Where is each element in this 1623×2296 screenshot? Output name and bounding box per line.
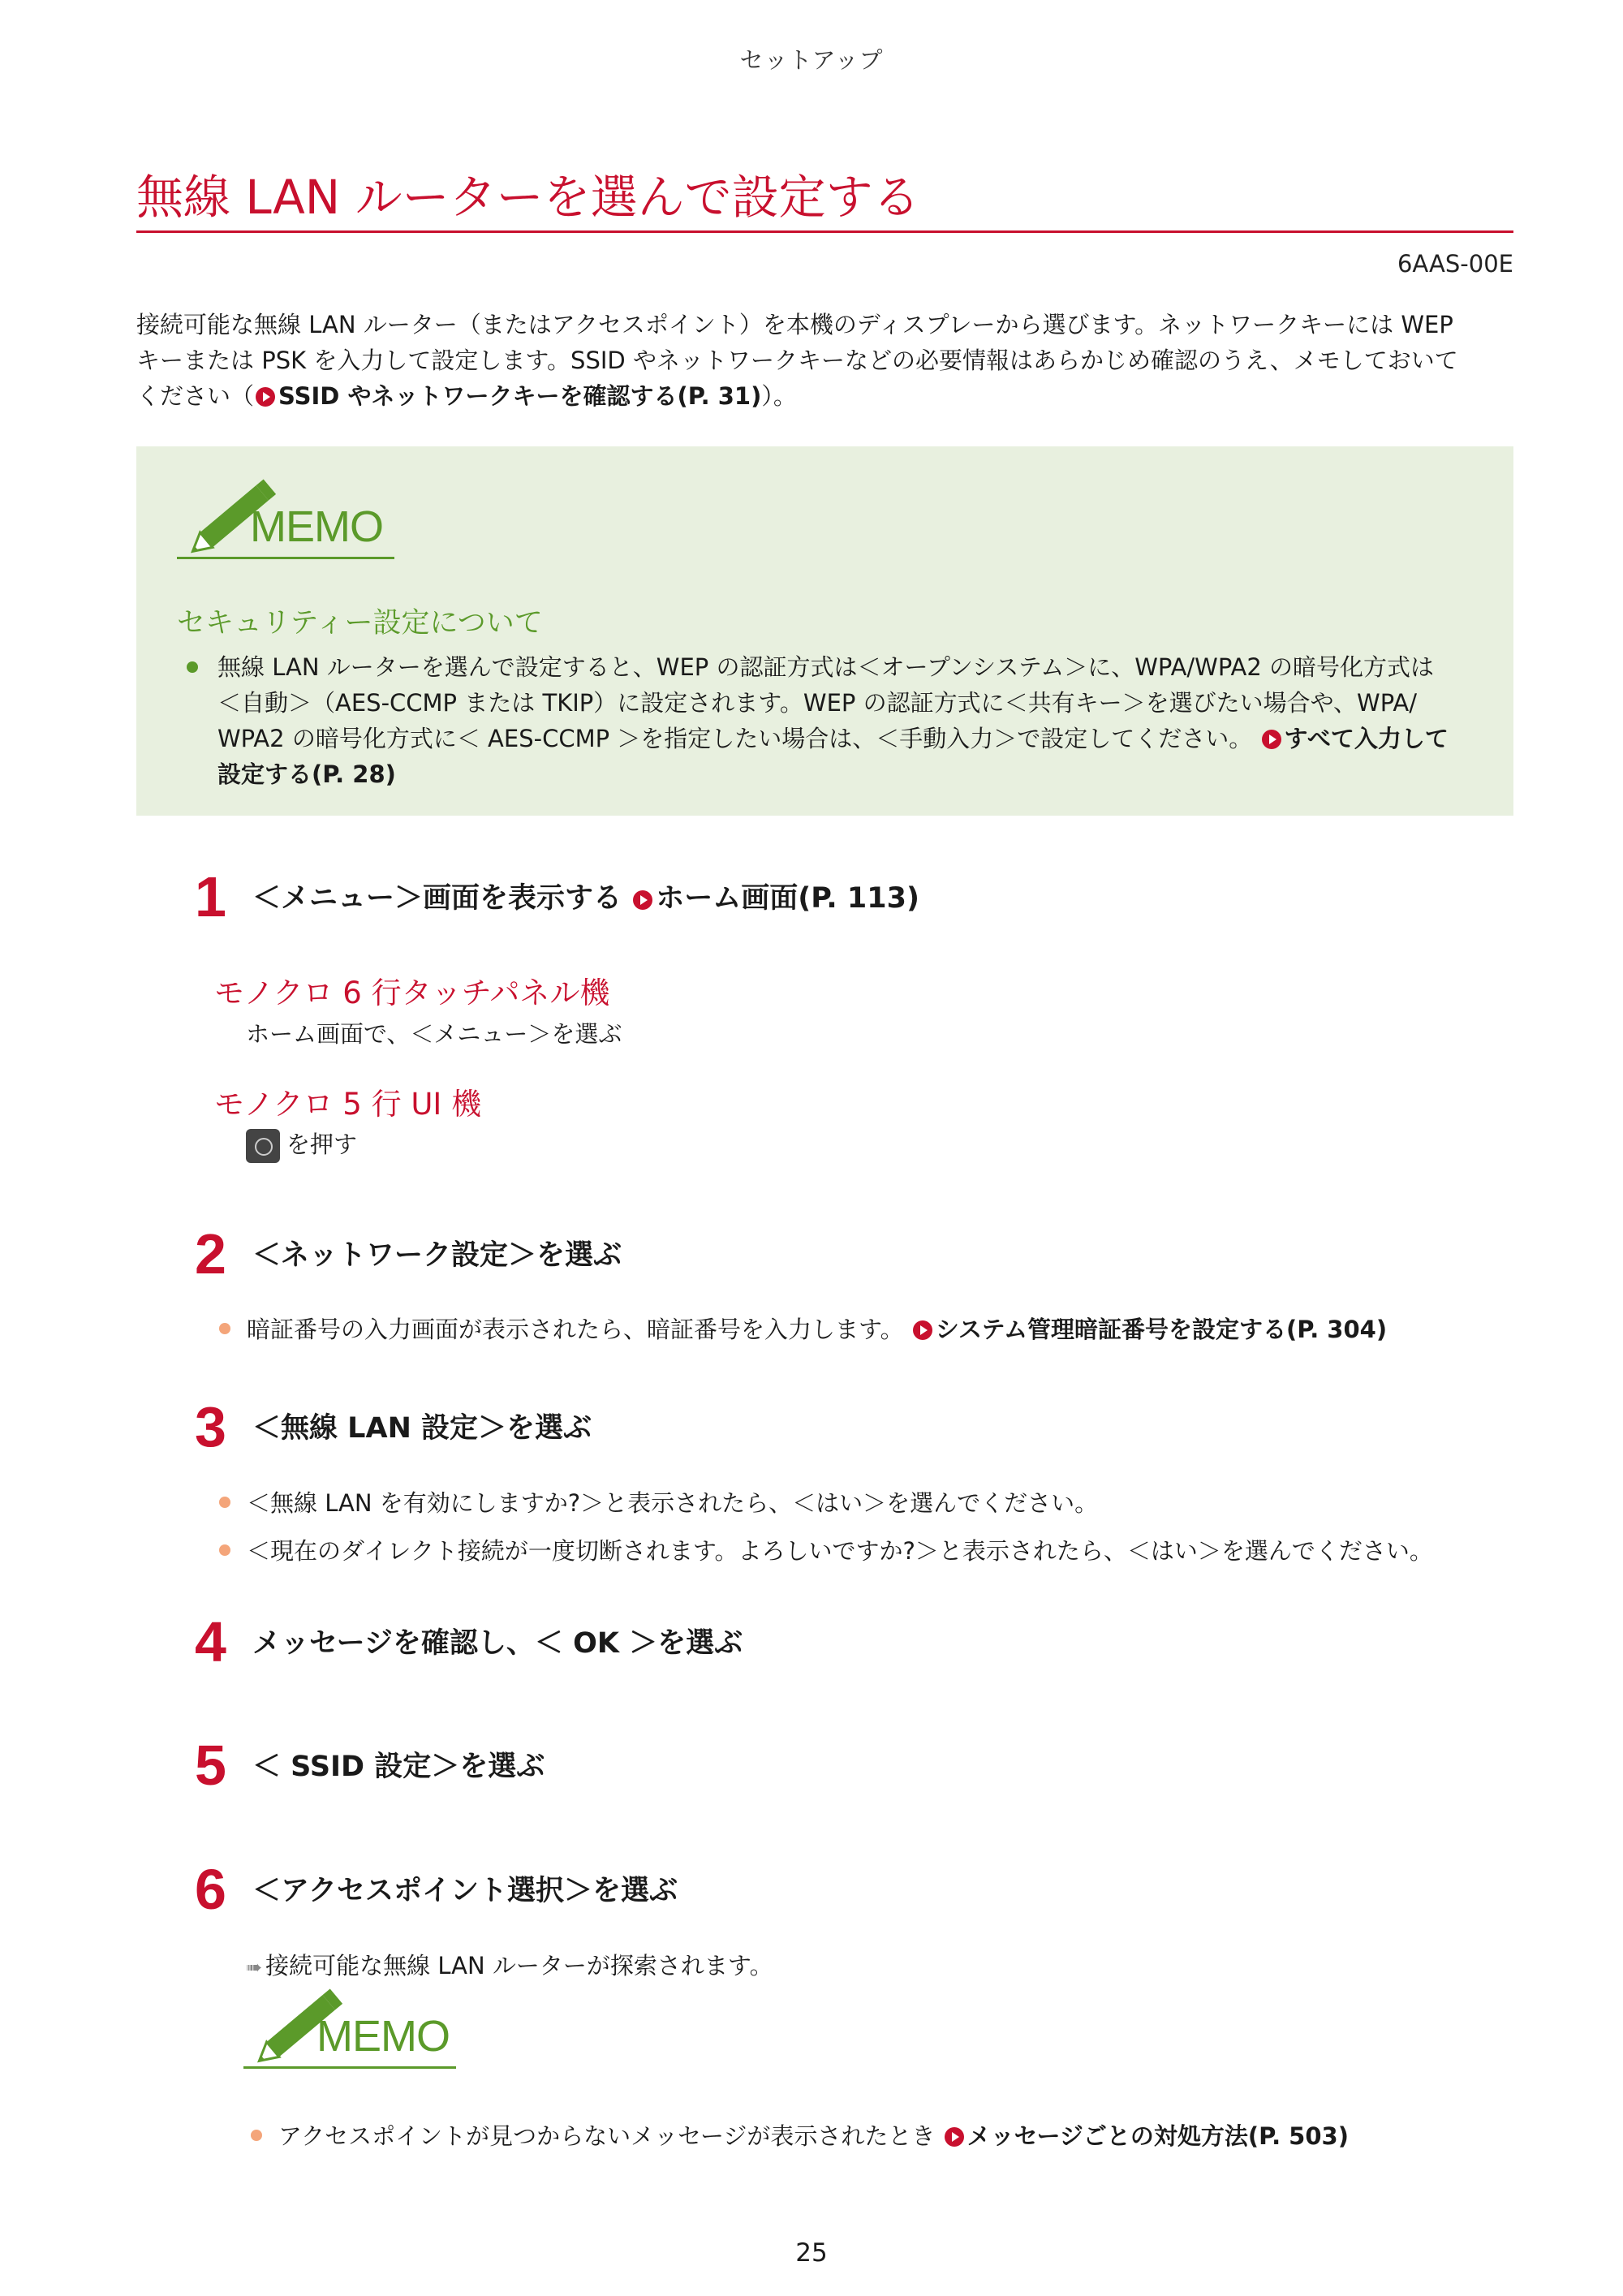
memo-line: 無線 LAN ルーターを選んで設定すると、WEP の認証方式は＜オープンシステム＞に、WPA/WPA2 の暗号化方式は [217, 653, 1434, 681]
result-text: 接続可能な無線 LAN ルーターが探索されます。 [265, 1952, 773, 1979]
intro-paragraph [136, 307, 1513, 414]
link-arrow-icon [945, 2127, 964, 2147]
document-code: 6AAS-00E [1397, 250, 1513, 278]
intro-line-3 [136, 378, 1513, 414]
intro-line-2: キーまたは PSK を入力して設定します。SSID やネットワークキーなどの必要情報はあらかじめ確認のうえ、メモしておいて [136, 347, 1458, 374]
memo-list-item [177, 649, 1483, 792]
memo-box-step-6 [243, 1980, 487, 2102]
bullet-icon [219, 1544, 230, 1556]
link-arrow-icon [1262, 730, 1281, 749]
running-header: セットアップ [739, 46, 884, 74]
step-number: 5 [195, 1734, 226, 1797]
step-2-bullets [214, 1312, 1387, 1359]
link-arrow-icon [633, 890, 652, 910]
sub-text: を押す [286, 1131, 358, 1158]
bullet-icon [219, 1323, 230, 1334]
list-item [214, 1533, 1433, 1566]
intro-text: ）。 [761, 382, 797, 410]
result-arrow-icon: ➠ [246, 1956, 263, 1979]
link-ssid-network-key[interactable]: SSID やネットワークキーを確認する(P. 31) [278, 382, 762, 410]
memo-heading: セキュリティー設定について [177, 607, 543, 640]
list-item [214, 1485, 1433, 1518]
step-6-result [246, 1948, 773, 1981]
intro-text: ください（ [136, 382, 255, 410]
link-manual-input[interactable]: すべて入力して [1284, 725, 1449, 752]
link-arrow-icon [256, 387, 275, 407]
step-number: 1 [195, 865, 226, 928]
title-rule [136, 230, 1513, 233]
list-item [214, 1312, 1387, 1345]
bullet-text: 暗証番号の入力画面が表示されたら、暗証番号を入力します。 [247, 1316, 904, 1343]
step-6-memo-bullets [246, 2118, 1349, 2166]
sub-text-5line [246, 1126, 357, 1163]
bullet-icon [187, 661, 198, 673]
link-arrow-icon [913, 1320, 932, 1340]
memo-line [217, 721, 1483, 756]
step-title: ＜アクセスポイント選択＞を選ぶ [252, 1875, 678, 1907]
sub-heading-5line: モノクロ 5 行 UI 機 [214, 1087, 482, 1122]
link-message-handling[interactable]: メッセージごとの対処方法(P. 503) [966, 2122, 1349, 2150]
memo-rule [177, 557, 394, 559]
memo-text: WPA2 の暗号化方式に＜ AES-CCMP ＞を指定したい場合は、＜手動入力＞で設定してください。 [217, 725, 1253, 752]
bullet-text: ＜現在のダイレクト接続が一度切断されます。よろしいですか?＞と表示されたら、＜はい＞を選んでください。 [247, 1537, 1433, 1565]
memo-label: MEMO [250, 502, 383, 551]
step-title: ＜ネットワーク設定＞を選ぶ [252, 1239, 622, 1272]
memo-list [177, 649, 1483, 792]
intro-line-1: 接続可能な無線 LAN ルーター（またはアクセスポイント）を本機のディスプレーから選びます。ネットワークキーには WEP [136, 311, 1453, 338]
bullet-icon [219, 1497, 230, 1508]
step-title-text: ＜メニュー＞画面を表示する [252, 882, 622, 915]
sub-heading-6line: モノクロ 6 行タッチパネル機 [214, 976, 610, 1010]
memo-line [217, 756, 1483, 792]
step-title: ＜無線 LAN 設定＞を選ぶ [252, 1412, 592, 1445]
memo-line: ＜自動＞（AES-CCMP または TKIP）に設定されます。WEP の認証方式に＜共有キー＞を選びたい場合や、WPA/ [217, 689, 1417, 717]
page-title: 無線 LAN ルーターを選んで設定する [136, 170, 920, 225]
link-manual-input-page[interactable]: 設定する(P. 28) [217, 760, 396, 788]
list-item [246, 2118, 1349, 2152]
step-3-bullets [214, 1485, 1433, 1581]
memo-label: MEMO [316, 2012, 450, 2061]
link-admin-pin[interactable]: システム管理暗証番号を設定する(P. 304) [935, 1316, 1388, 1343]
step-number: 6 [195, 1858, 226, 1921]
step-number: 3 [195, 1395, 226, 1458]
page-number: 25 [795, 2238, 828, 2268]
sub-text-6line: ホーム画面で、＜メニュー＞を選ぶ [246, 1020, 622, 1048]
link-home-screen[interactable]: ホーム画面(P. 113) [656, 882, 919, 915]
step-title [252, 876, 919, 916]
step-title: ＜ SSID 設定＞を選ぶ [252, 1751, 545, 1783]
memo-box [136, 446, 1513, 816]
step-title: メッセージを確認し、＜ OK ＞を選ぶ [252, 1627, 743, 1660]
bullet-icon [251, 2130, 262, 2141]
memo-rule [243, 2066, 456, 2069]
bullet-text: アクセスポイントが見つからないメッセージが表示されたとき [278, 2122, 936, 2150]
home-key-icon [246, 1129, 280, 1163]
bullet-text: ＜無線 LAN を有効にしますか?＞と表示されたら、＜はい＞を選んでください。 [247, 1489, 1099, 1517]
step-number: 2 [195, 1222, 226, 1286]
step-number: 4 [195, 1610, 226, 1674]
